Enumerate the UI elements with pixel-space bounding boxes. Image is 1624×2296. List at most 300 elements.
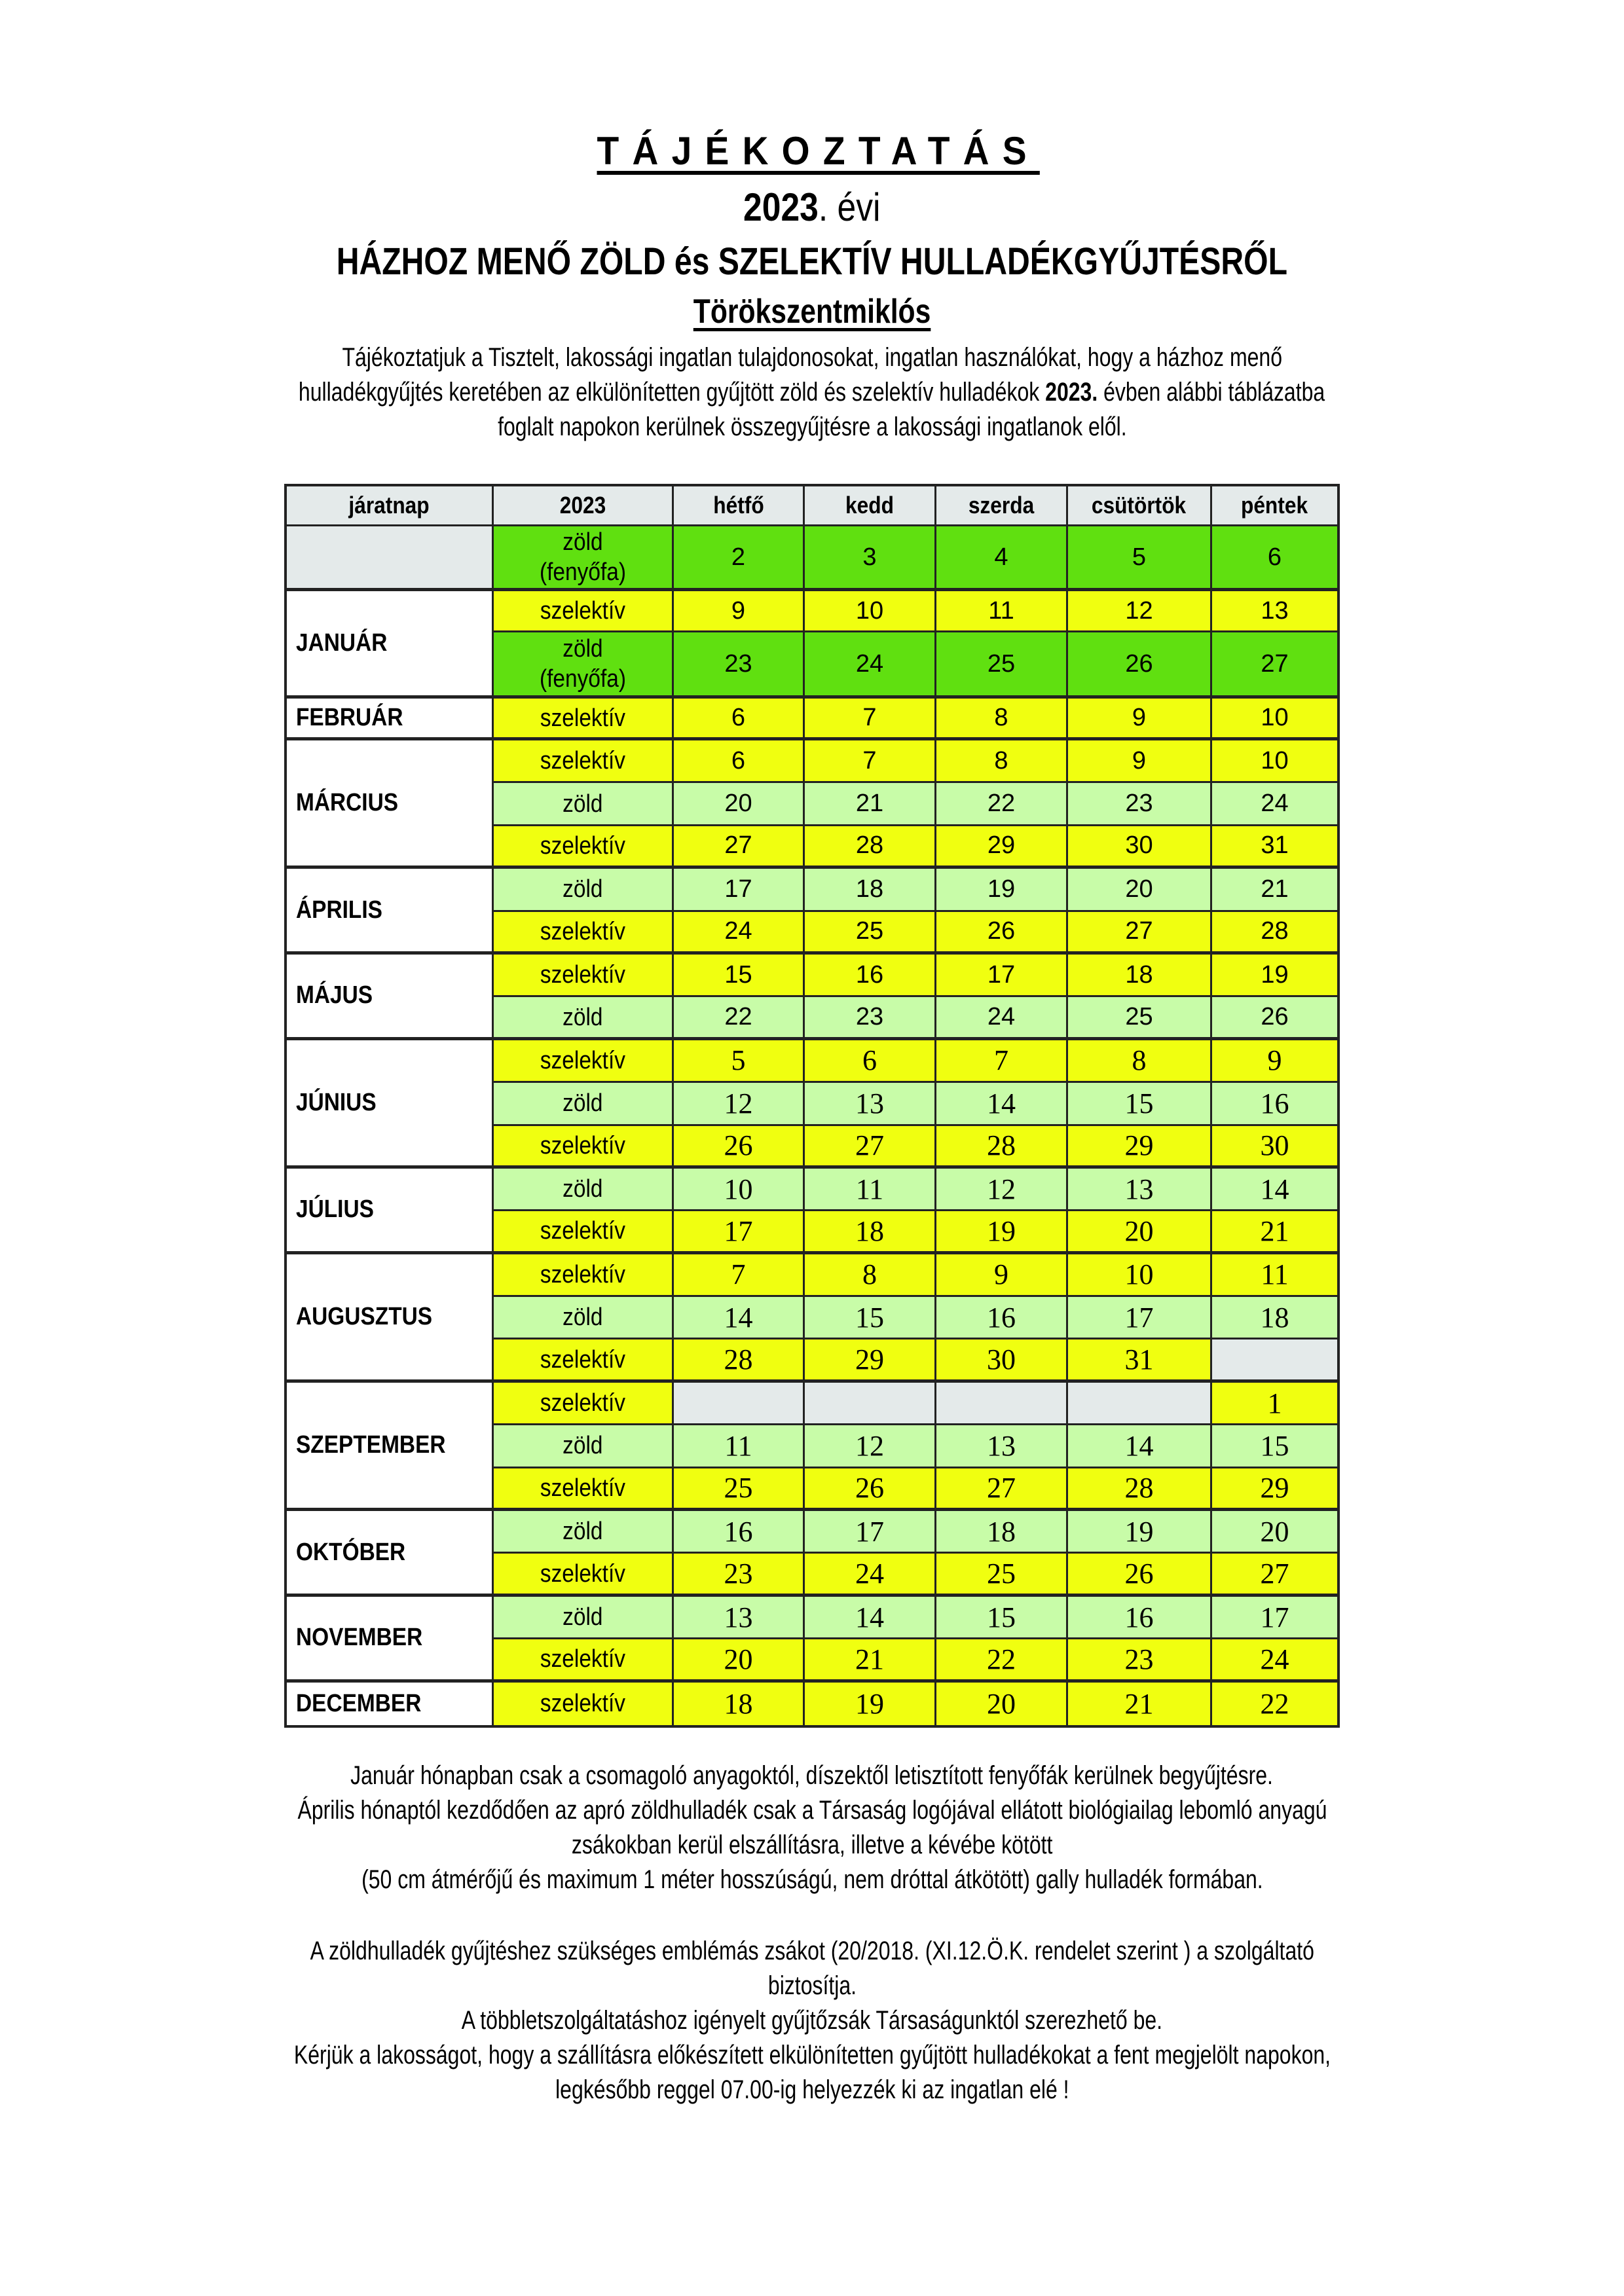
collection-day-cell: 14 bbox=[674, 1297, 805, 1339]
month-label: JANUÁR bbox=[296, 629, 388, 657]
collection-day-cell: 16 bbox=[674, 1511, 805, 1554]
footer-line bbox=[0, 2038, 1624, 2073]
waste-type-label: szelektív bbox=[540, 1260, 626, 1288]
year-line bbox=[0, 185, 1624, 230]
empty-day-cell bbox=[1068, 1383, 1212, 1425]
month-label-cell bbox=[287, 1511, 494, 1597]
collection-day-cell: 13 bbox=[674, 1597, 805, 1639]
collection-day-cell: 17 bbox=[1068, 1297, 1212, 1339]
collection-day-cell: 23 bbox=[1068, 1639, 1212, 1682]
footer-line bbox=[0, 1828, 1624, 1863]
month-label: SZEPTEMBER bbox=[296, 1431, 446, 1459]
waste-type-label: szelektív bbox=[540, 1690, 626, 1718]
collection-day-cell: 24 bbox=[936, 997, 1068, 1040]
collection-day-cell: 10 bbox=[674, 1169, 805, 1211]
waste-type-label: szelektív bbox=[540, 1046, 626, 1074]
collection-day-cell: 9 bbox=[936, 1254, 1068, 1297]
waste-type-label: szelektív bbox=[540, 1474, 626, 1502]
collection-day-cell: 18 bbox=[1212, 1297, 1337, 1339]
collection-schedule-table bbox=[284, 484, 1340, 1728]
month-label-cell bbox=[287, 591, 494, 699]
collection-day-cell: 23 bbox=[805, 997, 936, 1040]
waste-type-line: (fenyőfa) bbox=[540, 558, 626, 586]
title-text: TÁJÉKOZTATÁS bbox=[597, 129, 1041, 173]
month-label: ÁPRILIS bbox=[296, 896, 382, 924]
table-row bbox=[494, 1511, 1337, 1554]
collection-day-cell: 17 bbox=[805, 1511, 936, 1554]
waste-type-cell bbox=[494, 591, 674, 632]
month-label: AUGUSZTUS bbox=[296, 1302, 433, 1330]
collection-day-cell: 12 bbox=[805, 1425, 936, 1468]
column-header-label: csütörtök bbox=[1092, 492, 1187, 519]
collection-day-cell: 5 bbox=[1068, 526, 1212, 591]
table-row bbox=[494, 740, 1337, 783]
collection-day-cell: 24 bbox=[805, 1554, 936, 1596]
collection-day-cell: 3 bbox=[805, 526, 936, 591]
collection-day-cell: 17 bbox=[674, 869, 805, 911]
collection-day-cell: 16 bbox=[805, 955, 936, 997]
collection-day-cell: 20 bbox=[936, 1683, 1068, 1725]
waste-type-label bbox=[540, 527, 626, 587]
footer-line bbox=[0, 1863, 1624, 1897]
collection-day-cell: 17 bbox=[936, 955, 1068, 997]
footer-line-text: Kérjük a lakosságot, hogy a szállításra előkészített elkülönítetten gyűjtött hulladékokat a fent megjelölt napokon, bbox=[293, 2041, 1331, 2069]
waste-type-line: (fenyőfa) bbox=[540, 665, 626, 693]
collection-day-cell: 27 bbox=[1068, 912, 1212, 955]
table-row bbox=[494, 526, 1337, 591]
waste-type-cell bbox=[494, 1297, 674, 1339]
collection-day-cell: 9 bbox=[1068, 699, 1212, 740]
footer-notes-1 bbox=[0, 1758, 1624, 1897]
collection-day-cell: 23 bbox=[674, 632, 805, 699]
collection-day-cell: 21 bbox=[1068, 1683, 1212, 1725]
month-label: JÚLIUS bbox=[296, 1195, 374, 1224]
waste-type-cell bbox=[494, 1040, 674, 1083]
collection-day-cell: 13 bbox=[805, 1083, 936, 1125]
collection-day-cell: 11 bbox=[805, 1169, 936, 1211]
collection-day-cell: 29 bbox=[1068, 1126, 1212, 1169]
collection-day-cell: 26 bbox=[674, 1126, 805, 1169]
collection-day-cell: 1 bbox=[1212, 1383, 1337, 1425]
collection-day-cell: 6 bbox=[674, 699, 805, 740]
month-cell-blank bbox=[287, 526, 494, 591]
table-row bbox=[494, 1339, 1337, 1382]
collection-day-cell: 28 bbox=[1068, 1468, 1212, 1511]
collection-day-cell: 12 bbox=[674, 1083, 805, 1125]
empty-day-cell bbox=[1212, 1339, 1337, 1382]
collection-day-cell: 25 bbox=[936, 632, 1068, 699]
waste-type-cell bbox=[494, 912, 674, 955]
table-row bbox=[494, 997, 1337, 1040]
month-label-cell bbox=[287, 740, 494, 869]
intro-line-2a: hulladékgyűjtés keretében az elkülönítetten gyűjtött zöld és szelektív hulladékok bbox=[299, 378, 1046, 407]
collection-day-cell: 30 bbox=[1212, 1126, 1337, 1169]
collection-day-cell: 10 bbox=[805, 591, 936, 632]
table-row bbox=[494, 591, 1337, 632]
waste-type-cell bbox=[494, 1169, 674, 1211]
collection-day-cell: 15 bbox=[674, 955, 805, 997]
intro-line-1: Tájékoztatjuk a Tisztelt, lakossági ingatlan tulajdonosokat, ingatlan használókat, hogy a házhoz menő bbox=[342, 343, 1282, 372]
waste-type-label: szelektív bbox=[540, 1645, 626, 1673]
month-label-cell bbox=[287, 1597, 494, 1683]
waste-type-cell bbox=[494, 1383, 674, 1425]
footer-line-text: A többletszolgáltatáshoz igényelt gyűjtőzsák Társaságunktól szerezhető be. bbox=[461, 2006, 1163, 2035]
waste-type-label: szelektív bbox=[540, 704, 626, 732]
table-row bbox=[494, 1083, 1337, 1125]
collection-day-cell: 7 bbox=[674, 1254, 805, 1297]
waste-type-label: zöld bbox=[563, 1303, 603, 1332]
footer-line-text: (50 cm átmérőjű és maximum 1 méter hosszúságú, nem dróttal átkötött) gally hulladék formában. bbox=[361, 1865, 1263, 1894]
collection-day-cell: 22 bbox=[674, 997, 805, 1040]
intro-line-2 bbox=[299, 375, 1325, 410]
footer-line-text: zsákokban kerül elszállításra, illetve a kévébe kötött bbox=[571, 1831, 1053, 1859]
column-header-label: 2023 bbox=[559, 492, 606, 519]
waste-type-label: szelektív bbox=[540, 1559, 626, 1588]
waste-type-label: szelektív bbox=[540, 1345, 626, 1374]
collection-day-cell: 9 bbox=[674, 591, 805, 632]
collection-day-cell: 13 bbox=[936, 1425, 1068, 1468]
month-label-cell bbox=[287, 869, 494, 955]
collection-day-cell: 28 bbox=[936, 1126, 1068, 1169]
table-row bbox=[494, 632, 1337, 699]
table-row bbox=[494, 1211, 1337, 1254]
column-header-label: hétfő bbox=[712, 492, 764, 519]
collection-day-cell: 8 bbox=[936, 699, 1068, 740]
collection-day-cell: 17 bbox=[1212, 1597, 1337, 1639]
waste-type-label: zöld bbox=[563, 875, 603, 903]
month-label: FEBRUÁR bbox=[296, 704, 403, 731]
collection-day-cell: 30 bbox=[936, 1339, 1068, 1382]
table-row bbox=[494, 1554, 1337, 1596]
intro-paragraph bbox=[0, 340, 1624, 445]
waste-type-label: szelektív bbox=[540, 747, 626, 775]
city-name bbox=[0, 292, 1624, 331]
table-row bbox=[494, 1597, 1337, 1639]
column-header-label: szerda bbox=[968, 492, 1035, 519]
collection-day-cell: 26 bbox=[1068, 1554, 1212, 1596]
collection-day-cell: 20 bbox=[1212, 1511, 1337, 1554]
waste-type-label: zöld bbox=[563, 1603, 603, 1631]
waste-type-cell bbox=[494, 740, 674, 783]
waste-type-label: zöld bbox=[563, 1089, 603, 1118]
footer-line bbox=[0, 2003, 1624, 2038]
table-row bbox=[494, 1126, 1337, 1169]
column-header bbox=[287, 486, 494, 526]
table-row bbox=[494, 955, 1337, 997]
month-label: NOVEMBER bbox=[296, 1624, 423, 1652]
intro-line-2c: évben alábbi táblázatba bbox=[1098, 378, 1325, 407]
collection-day-cell: 27 bbox=[1212, 632, 1337, 699]
collection-day-cell: 9 bbox=[1212, 1040, 1337, 1083]
collection-day-cell: 25 bbox=[805, 912, 936, 955]
collection-day-cell: 20 bbox=[1068, 1211, 1212, 1254]
collection-day-cell: 16 bbox=[1068, 1597, 1212, 1639]
month-column bbox=[287, 526, 494, 1725]
footer-notes-2 bbox=[0, 1934, 1624, 2107]
collection-day-cell: 16 bbox=[1212, 1083, 1337, 1125]
waste-type-label: szelektív bbox=[540, 917, 626, 945]
intro-line-3: foglalt napokon kerülnek összegyűjtésre a lakossági ingatlanok elől. bbox=[497, 412, 1127, 441]
waste-type-cell bbox=[494, 826, 674, 869]
collection-day-cell: 26 bbox=[1212, 997, 1337, 1040]
column-header bbox=[1212, 486, 1337, 526]
table-row bbox=[494, 699, 1337, 740]
collection-day-cell: 22 bbox=[936, 1639, 1068, 1682]
waste-type-cell bbox=[494, 632, 674, 699]
month-label-cell bbox=[287, 1254, 494, 1383]
footer-line-text: Január hónapban csak a csomagoló anyagoktól, díszektől letisztított fenyőfák kerülnek begyűjtésre. bbox=[350, 1761, 1274, 1790]
waste-type-cell bbox=[494, 1639, 674, 1682]
waste-type-cell bbox=[494, 1468, 674, 1511]
column-header bbox=[494, 486, 674, 526]
footer-line bbox=[0, 1758, 1624, 1793]
waste-type-cell bbox=[494, 955, 674, 997]
waste-type-label: szelektív bbox=[540, 1389, 626, 1417]
collection-day-cell: 8 bbox=[936, 740, 1068, 783]
table-row bbox=[494, 1383, 1337, 1425]
collection-day-cell: 21 bbox=[1212, 869, 1337, 911]
collection-day-cell: 14 bbox=[805, 1597, 936, 1639]
table-row bbox=[494, 1683, 1337, 1725]
data-columns bbox=[494, 526, 1337, 1725]
table-row bbox=[494, 826, 1337, 869]
table-row bbox=[494, 1425, 1337, 1468]
collection-day-cell: 27 bbox=[805, 1126, 936, 1169]
collection-day-cell: 27 bbox=[674, 826, 805, 869]
collection-day-cell: 15 bbox=[805, 1297, 936, 1339]
collection-day-cell: 18 bbox=[1068, 955, 1212, 997]
year-rest: . évi bbox=[819, 185, 881, 229]
waste-type-cell bbox=[494, 1083, 674, 1125]
table-row bbox=[494, 869, 1337, 911]
collection-day-cell: 19 bbox=[1212, 955, 1337, 997]
waste-type-cell bbox=[494, 699, 674, 740]
collection-day-cell: 6 bbox=[674, 740, 805, 783]
footer-line bbox=[0, 1969, 1624, 2003]
waste-type-label: zöld bbox=[563, 1432, 603, 1460]
waste-type-label: zöld bbox=[563, 790, 603, 818]
waste-type-cell bbox=[494, 526, 674, 591]
month-label: OKTÓBER bbox=[296, 1538, 406, 1566]
collection-day-cell: 15 bbox=[1212, 1425, 1337, 1468]
collection-day-cell: 15 bbox=[1068, 1083, 1212, 1125]
collection-day-cell: 19 bbox=[1068, 1511, 1212, 1554]
collection-day-cell: 28 bbox=[1212, 912, 1337, 955]
column-header bbox=[805, 486, 936, 526]
month-label-cell bbox=[287, 1683, 494, 1725]
column-header bbox=[936, 486, 1068, 526]
collection-day-cell: 21 bbox=[1212, 1211, 1337, 1254]
empty-day-cell bbox=[674, 1383, 805, 1425]
collection-day-cell: 21 bbox=[805, 1639, 936, 1682]
collection-day-cell: 20 bbox=[1068, 869, 1212, 911]
collection-day-cell: 27 bbox=[1212, 1554, 1337, 1596]
waste-type-label: szelektív bbox=[540, 1131, 626, 1159]
heading-text: HÁZHOZ MENŐ ZÖLD és SZELEKTÍV HULLADÉKGYŰJTÉSRŐL bbox=[336, 240, 1288, 283]
waste-type-line: zöld bbox=[563, 635, 603, 663]
collection-day-cell: 25 bbox=[674, 1468, 805, 1511]
month-label-cell bbox=[287, 1383, 494, 1511]
waste-type-label: szelektív bbox=[540, 831, 626, 860]
table-row bbox=[494, 783, 1337, 826]
waste-type-label: zöld bbox=[563, 1518, 603, 1546]
collection-day-cell: 7 bbox=[805, 740, 936, 783]
waste-type-cell bbox=[494, 1683, 674, 1725]
collection-day-cell: 11 bbox=[936, 591, 1068, 632]
collection-day-cell: 29 bbox=[1212, 1468, 1337, 1511]
collection-day-cell: 10 bbox=[1068, 1254, 1212, 1297]
collection-day-cell: 14 bbox=[1068, 1425, 1212, 1468]
column-header bbox=[1068, 486, 1212, 526]
footer-line-text: Április hónaptól kezdődően az apró zöldhulladék csak a Társaság logójával ellátott biológiailag lebomló anyagú bbox=[297, 1796, 1327, 1825]
collection-day-cell: 20 bbox=[674, 1639, 805, 1682]
collection-day-cell: 18 bbox=[805, 869, 936, 911]
waste-type-label: szelektív bbox=[540, 1217, 626, 1245]
collection-day-cell: 6 bbox=[1212, 526, 1337, 591]
collection-day-cell: 10 bbox=[1212, 740, 1337, 783]
collection-day-cell: 26 bbox=[1068, 632, 1212, 699]
column-header-label: péntek bbox=[1241, 492, 1308, 519]
collection-day-cell: 27 bbox=[936, 1468, 1068, 1511]
collection-day-cell: 7 bbox=[805, 699, 936, 740]
waste-type-cell bbox=[494, 1211, 674, 1254]
collection-day-cell: 19 bbox=[936, 869, 1068, 911]
collection-day-cell: 31 bbox=[1068, 1339, 1212, 1382]
collection-day-cell: 13 bbox=[1212, 591, 1337, 632]
collection-day-cell: 24 bbox=[805, 632, 936, 699]
table-row bbox=[494, 1254, 1337, 1297]
footer-line bbox=[0, 1793, 1624, 1828]
collection-day-cell: 26 bbox=[936, 912, 1068, 955]
collection-day-cell: 23 bbox=[674, 1554, 805, 1596]
collection-day-cell: 18 bbox=[805, 1211, 936, 1254]
waste-type-cell bbox=[494, 1554, 674, 1596]
waste-type-label: zöld bbox=[563, 1175, 603, 1203]
collection-day-cell: 19 bbox=[936, 1211, 1068, 1254]
collection-day-cell: 29 bbox=[805, 1339, 936, 1382]
collection-day-cell: 30 bbox=[1068, 826, 1212, 869]
month-label-cell bbox=[287, 955, 494, 1040]
collection-day-cell: 26 bbox=[805, 1468, 936, 1511]
table-row bbox=[494, 1297, 1337, 1339]
collection-day-cell: 31 bbox=[1212, 826, 1337, 869]
collection-day-cell: 10 bbox=[1212, 699, 1337, 740]
collection-day-cell: 25 bbox=[936, 1554, 1068, 1596]
collection-day-cell: 25 bbox=[1068, 997, 1212, 1040]
month-label-cell bbox=[287, 1040, 494, 1169]
collection-day-cell: 14 bbox=[936, 1083, 1068, 1125]
footer-line-text: biztosítja. bbox=[767, 1971, 857, 2000]
collection-day-cell: 6 bbox=[805, 1040, 936, 1083]
waste-type-cell bbox=[494, 1339, 674, 1382]
empty-day-cell bbox=[936, 1383, 1068, 1425]
footer-line bbox=[0, 1934, 1624, 1969]
collection-day-cell: 16 bbox=[936, 1297, 1068, 1339]
waste-type-label bbox=[540, 634, 626, 694]
month-label: MÁJUS bbox=[296, 981, 373, 1010]
collection-day-cell: 28 bbox=[674, 1339, 805, 1382]
waste-type-cell bbox=[494, 1597, 674, 1639]
column-header-label: járatnap bbox=[348, 492, 430, 519]
table-header-row bbox=[287, 486, 1337, 526]
collection-day-cell: 7 bbox=[936, 1040, 1068, 1083]
collection-day-cell: 19 bbox=[805, 1683, 936, 1725]
table-row bbox=[494, 1468, 1337, 1511]
collection-day-cell: 11 bbox=[674, 1425, 805, 1468]
month-label-cell bbox=[287, 1169, 494, 1254]
waste-type-cell bbox=[494, 1511, 674, 1554]
table-row bbox=[494, 912, 1337, 955]
column-header-label: kedd bbox=[845, 492, 894, 519]
table-row bbox=[494, 1639, 1337, 1682]
month-label: JÚNIUS bbox=[296, 1088, 377, 1116]
collection-day-cell: 12 bbox=[1068, 591, 1212, 632]
collection-day-cell: 24 bbox=[1212, 1639, 1337, 1682]
collection-day-cell: 18 bbox=[674, 1683, 805, 1725]
collection-day-cell: 17 bbox=[674, 1211, 805, 1254]
column-header bbox=[674, 486, 805, 526]
footer-line-text: legkésőbb reggel 07.00-ig helyezzék ki az ingatlan elé ! bbox=[555, 2075, 1069, 2104]
waste-type-cell bbox=[494, 783, 674, 826]
waste-type-label: zöld bbox=[563, 1003, 603, 1031]
collection-day-cell: 23 bbox=[1068, 783, 1212, 826]
collection-day-cell: 20 bbox=[674, 783, 805, 826]
intro-line-2-bold: 2023. bbox=[1045, 378, 1098, 407]
city-text: Törökszentmiklós bbox=[693, 293, 931, 331]
footer-line bbox=[0, 2073, 1624, 2107]
collection-day-cell: 8 bbox=[1068, 1040, 1212, 1083]
collection-day-cell: 2 bbox=[674, 526, 805, 591]
empty-day-cell bbox=[805, 1383, 936, 1425]
collection-day-cell: 4 bbox=[936, 526, 1068, 591]
table-row bbox=[494, 1040, 1337, 1083]
waste-type-cell bbox=[494, 1126, 674, 1169]
collection-day-cell: 11 bbox=[1212, 1254, 1337, 1297]
collection-day-cell: 18 bbox=[936, 1511, 1068, 1554]
table-row bbox=[494, 1169, 1337, 1211]
collection-day-cell: 12 bbox=[936, 1169, 1068, 1211]
waste-type-cell bbox=[494, 1425, 674, 1468]
collection-day-cell: 5 bbox=[674, 1040, 805, 1083]
collection-day-cell: 15 bbox=[936, 1597, 1068, 1639]
collection-day-cell: 22 bbox=[1212, 1683, 1337, 1725]
waste-type-label: szelektív bbox=[540, 961, 626, 989]
year-bold: 2023 bbox=[743, 185, 819, 229]
collection-day-cell: 21 bbox=[805, 783, 936, 826]
document-title bbox=[0, 128, 1624, 173]
waste-type-label: szelektív bbox=[540, 597, 626, 625]
main-heading bbox=[0, 240, 1624, 283]
month-label: DECEMBER bbox=[296, 1689, 422, 1717]
month-label-cell bbox=[287, 699, 494, 740]
footer-line-text: A zöldhulladék gyűjtéshez szükséges emblémás zsákot (20/2018. (XI.12.Ö.K. rendelet szerint ) a szolgáltató bbox=[310, 1937, 1314, 1965]
collection-day-cell: 9 bbox=[1068, 740, 1212, 783]
table-body bbox=[287, 526, 1337, 1725]
collection-day-cell: 8 bbox=[805, 1254, 936, 1297]
collection-day-cell: 24 bbox=[674, 912, 805, 955]
waste-type-cell bbox=[494, 997, 674, 1040]
collection-day-cell: 14 bbox=[1212, 1169, 1337, 1211]
collection-day-cell: 28 bbox=[805, 826, 936, 869]
waste-type-line: zöld bbox=[563, 528, 603, 556]
collection-day-cell: 22 bbox=[936, 783, 1068, 826]
collection-day-cell: 24 bbox=[1212, 783, 1337, 826]
waste-type-cell bbox=[494, 869, 674, 911]
collection-day-cell: 13 bbox=[1068, 1169, 1212, 1211]
month-label: MÁRCIUS bbox=[296, 789, 399, 817]
waste-type-cell bbox=[494, 1254, 674, 1297]
collection-day-cell: 29 bbox=[936, 826, 1068, 869]
